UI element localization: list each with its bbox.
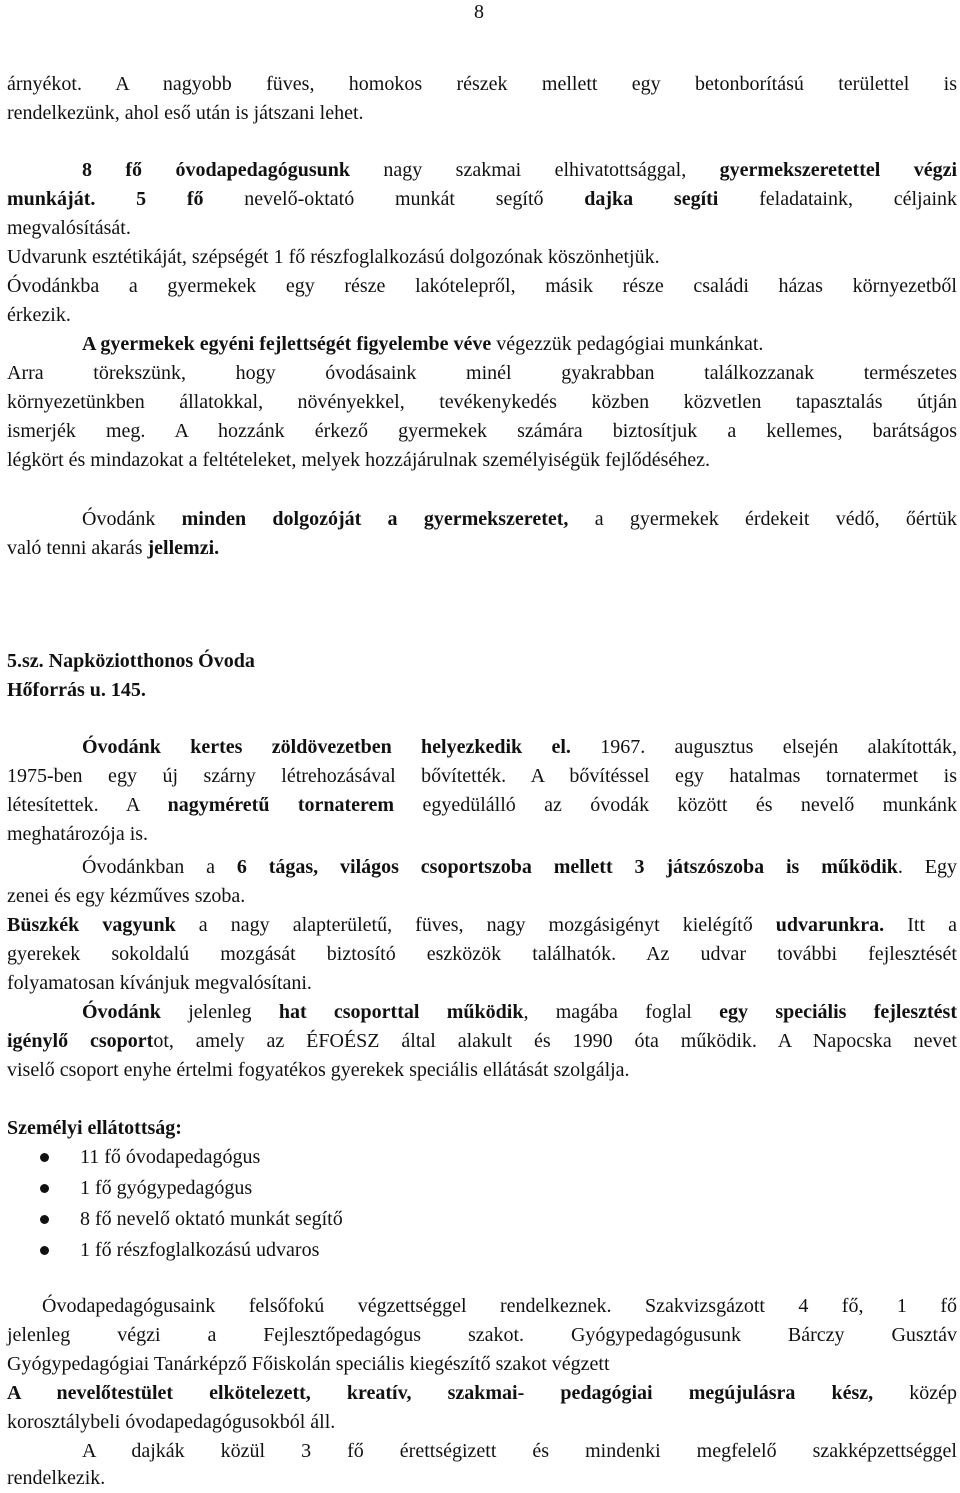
text: , magába foglal <box>523 1001 720 1023</box>
list-item-text: 11 fő óvodapedagógus <box>80 1146 261 1168</box>
text-line <box>7 214 957 243</box>
text-line <box>7 911 957 940</box>
section-address <box>7 676 957 705</box>
text-line <box>7 1027 957 1056</box>
text: nevelő-oktató munkát segítő <box>203 188 585 210</box>
text: Gyógypedagógiai Tanárképző Főiskolán speciális kiegészítő szakot végzett <box>7 1353 610 1375</box>
bold-text: 5 fő <box>136 188 204 210</box>
text-line <box>7 417 957 446</box>
text-line <box>7 882 957 911</box>
text-line <box>82 998 957 1027</box>
text: viselő csoport enyhe értelmi fogyatékos gyerekek speciális ellátását szolgálja. <box>7 1059 630 1081</box>
text: 1975-ben egy új szárny létrehozásával bővítették. A bővítéssel egy hatalmas tornatermet is <box>7 765 957 787</box>
text-line <box>7 1056 957 1085</box>
text: közép <box>873 1382 957 1404</box>
bold-text: 5.sz. Napköziotthonos Óvoda <box>7 650 255 672</box>
text: ismerjék meg. A hozzánk érkező gyermekek számára biztosítjuk a kellemes, barátságos <box>7 420 957 442</box>
bold-text: hat csoporttal működik <box>278 1001 524 1023</box>
text: környezetünkben állatokkal, növényekkel, tevékenykedés közben közvetlen tapasztalás útján <box>7 391 957 413</box>
text: Udvarunk esztétikáját, szépségét 1 fő részfoglalkozású dolgozónak köszönhetjük. <box>7 246 660 268</box>
text: jelenleg <box>160 1001 279 1023</box>
page-number: 8 <box>474 1 484 23</box>
text: Óvodánkban a <box>82 856 237 878</box>
bold-text: Óvodánk kertes zöldövezetben helyezkedik el. <box>82 736 571 758</box>
text: rendelkezünk, ahol eső után is játszani lehet. <box>7 102 364 124</box>
text-line <box>7 534 957 563</box>
text: rendelkezik. <box>7 1467 106 1489</box>
bold-text: munkáját. <box>7 188 96 210</box>
text: folyamatosan kívánjuk megvalósítani. <box>7 972 312 994</box>
text-line <box>7 388 957 417</box>
text: végezzük pedagógiai munkánkat. <box>491 333 764 355</box>
bold-text: igénylő csoport <box>7 1030 154 1052</box>
text-line <box>82 156 957 185</box>
text: való tenni akarás <box>7 537 148 559</box>
bold-text: Személyi ellátottság: <box>7 1117 182 1139</box>
text: létesítettek. A <box>7 794 168 816</box>
text: meghatározója is. <box>7 823 149 845</box>
bold-text: Hőforrás u. 145. <box>7 679 146 701</box>
bold-text: A gyermekek egyéni fejlettségét figyelembe véve <box>82 333 492 355</box>
list-item-text: 1 fő gyógypedagógus <box>80 1177 253 1199</box>
text-line <box>7 1408 957 1437</box>
bold-text: nagyméretű tornaterem <box>167 794 395 816</box>
text: zenei és egy kézműves szoba. <box>7 885 246 907</box>
text: nagy szakmai elhivatottsággal, <box>350 159 720 181</box>
text-line <box>7 243 957 272</box>
text-line <box>42 1292 957 1321</box>
text: megvalósítását. <box>7 217 131 239</box>
text-line <box>82 1437 957 1466</box>
text: légkört és mindazokat a feltételeket, melyek hozzájárulnak személyiségük fejlődéséhez. <box>7 449 711 471</box>
bold-text: Óvodánk <box>82 1001 161 1023</box>
text-line <box>7 791 957 820</box>
bullet-icon <box>40 1184 49 1193</box>
text-line <box>7 301 957 330</box>
text: jelenleg végzi a Fejlesztőpedagógus szakot. Gyógypedagógusunk Bárczy Gusztáv <box>7 1324 957 1346</box>
text <box>95 188 136 210</box>
text: egyedülálló az óvodák között és nevelő munkánk <box>394 794 957 816</box>
bold-text: minden dolgozóját a gyermekszeretet, <box>181 508 569 530</box>
text-line <box>7 446 957 475</box>
text-line <box>7 1464 957 1493</box>
text: korosztálybeli óvodapedagógusokból áll. <box>7 1411 336 1433</box>
list-item-text: 8 fő nevelő oktató munkát segítő <box>80 1208 343 1230</box>
section-title <box>7 647 957 676</box>
staff-heading <box>7 1114 957 1143</box>
text: 1967. augusztus elsején alakították, <box>570 736 957 758</box>
text-line <box>7 762 957 791</box>
text-line <box>7 359 957 388</box>
text: . Egy <box>897 856 958 878</box>
bullet-icon <box>40 1246 49 1255</box>
list-item <box>40 1174 343 1205</box>
bold-text: jellemzi. <box>147 537 220 559</box>
staff-list <box>40 1143 343 1267</box>
text: Óvodapedagógusaink felsőfokú végzettséggel rendelkeznek. Szakvizsgázott 4 fő, 1 fő <box>42 1295 957 1317</box>
text: Óvodánkba a gyermekek egy része lakótelepről, másik része családi házas környezetből <box>7 275 957 297</box>
bullet-icon <box>40 1215 49 1224</box>
bold-text: gyermekszeretettel végzi <box>719 159 958 181</box>
bold-text: udvarunkra. <box>775 914 885 936</box>
bold-text: 6 tágas, világos csoportszoba mellett 3 játszószoba is működik <box>236 856 898 878</box>
text-line <box>7 969 957 998</box>
text-line <box>7 820 957 849</box>
bold-text: egy speciális fejlesztést <box>719 1001 957 1023</box>
text: ot, amely az ÉFOÉSZ által alakult és 1990 óta működik. A Napocska nevet <box>153 1030 957 1052</box>
list-item <box>40 1143 343 1174</box>
text-line <box>7 272 957 301</box>
bold-text: dajka segíti <box>584 188 719 210</box>
text: gyerekek sokoldalú mozgását biztosító eszközök találhatók. Az udvar további fejlesztését <box>7 943 957 965</box>
list-item <box>40 1236 343 1267</box>
text: Arra törekszünk, hogy óvodásaink minél gyakrabban találkozzanak természetes <box>7 362 957 384</box>
text: árnyékot. A nagyobb füves, homokos részek mellett egy betonborítású területtel is <box>7 73 957 95</box>
text-line <box>82 853 957 882</box>
text: a gyermekek érdekeit védő, őértük <box>568 508 957 530</box>
text-line <box>7 185 957 214</box>
text-line <box>82 505 957 534</box>
text-line <box>82 330 957 359</box>
text: A dajkák közül 3 fő érettségizett és mindenki megfelelő szakképzettséggel <box>82 1440 957 1462</box>
text-line <box>7 940 957 969</box>
text: a nagy alapterületű, füves, nagy mozgásigényt kielégítő <box>175 914 776 936</box>
text: feladataink, céljaink <box>718 188 957 210</box>
text-line <box>82 733 957 762</box>
bullet-icon <box>40 1153 49 1162</box>
list-item-text: 1 fő részfoglalkozású udvaros <box>80 1239 320 1261</box>
list-item <box>40 1205 343 1236</box>
bold-text: Büszkék vagyunk <box>7 914 176 936</box>
text-line <box>7 1350 957 1379</box>
text: Itt a <box>884 914 957 936</box>
text: érkezik. <box>7 304 71 326</box>
bold-text: A nevelőtestület elkötelezett, kreatív, szakmai- pedagógiai megújulásra kész, <box>7 1382 874 1404</box>
text-line <box>7 1379 957 1408</box>
text-line <box>7 70 957 99</box>
text-line <box>7 99 957 128</box>
bold-text: 8 fő óvodapedagógusunk <box>82 159 350 181</box>
text: Óvodánk <box>82 508 182 530</box>
text-line <box>7 1321 957 1350</box>
